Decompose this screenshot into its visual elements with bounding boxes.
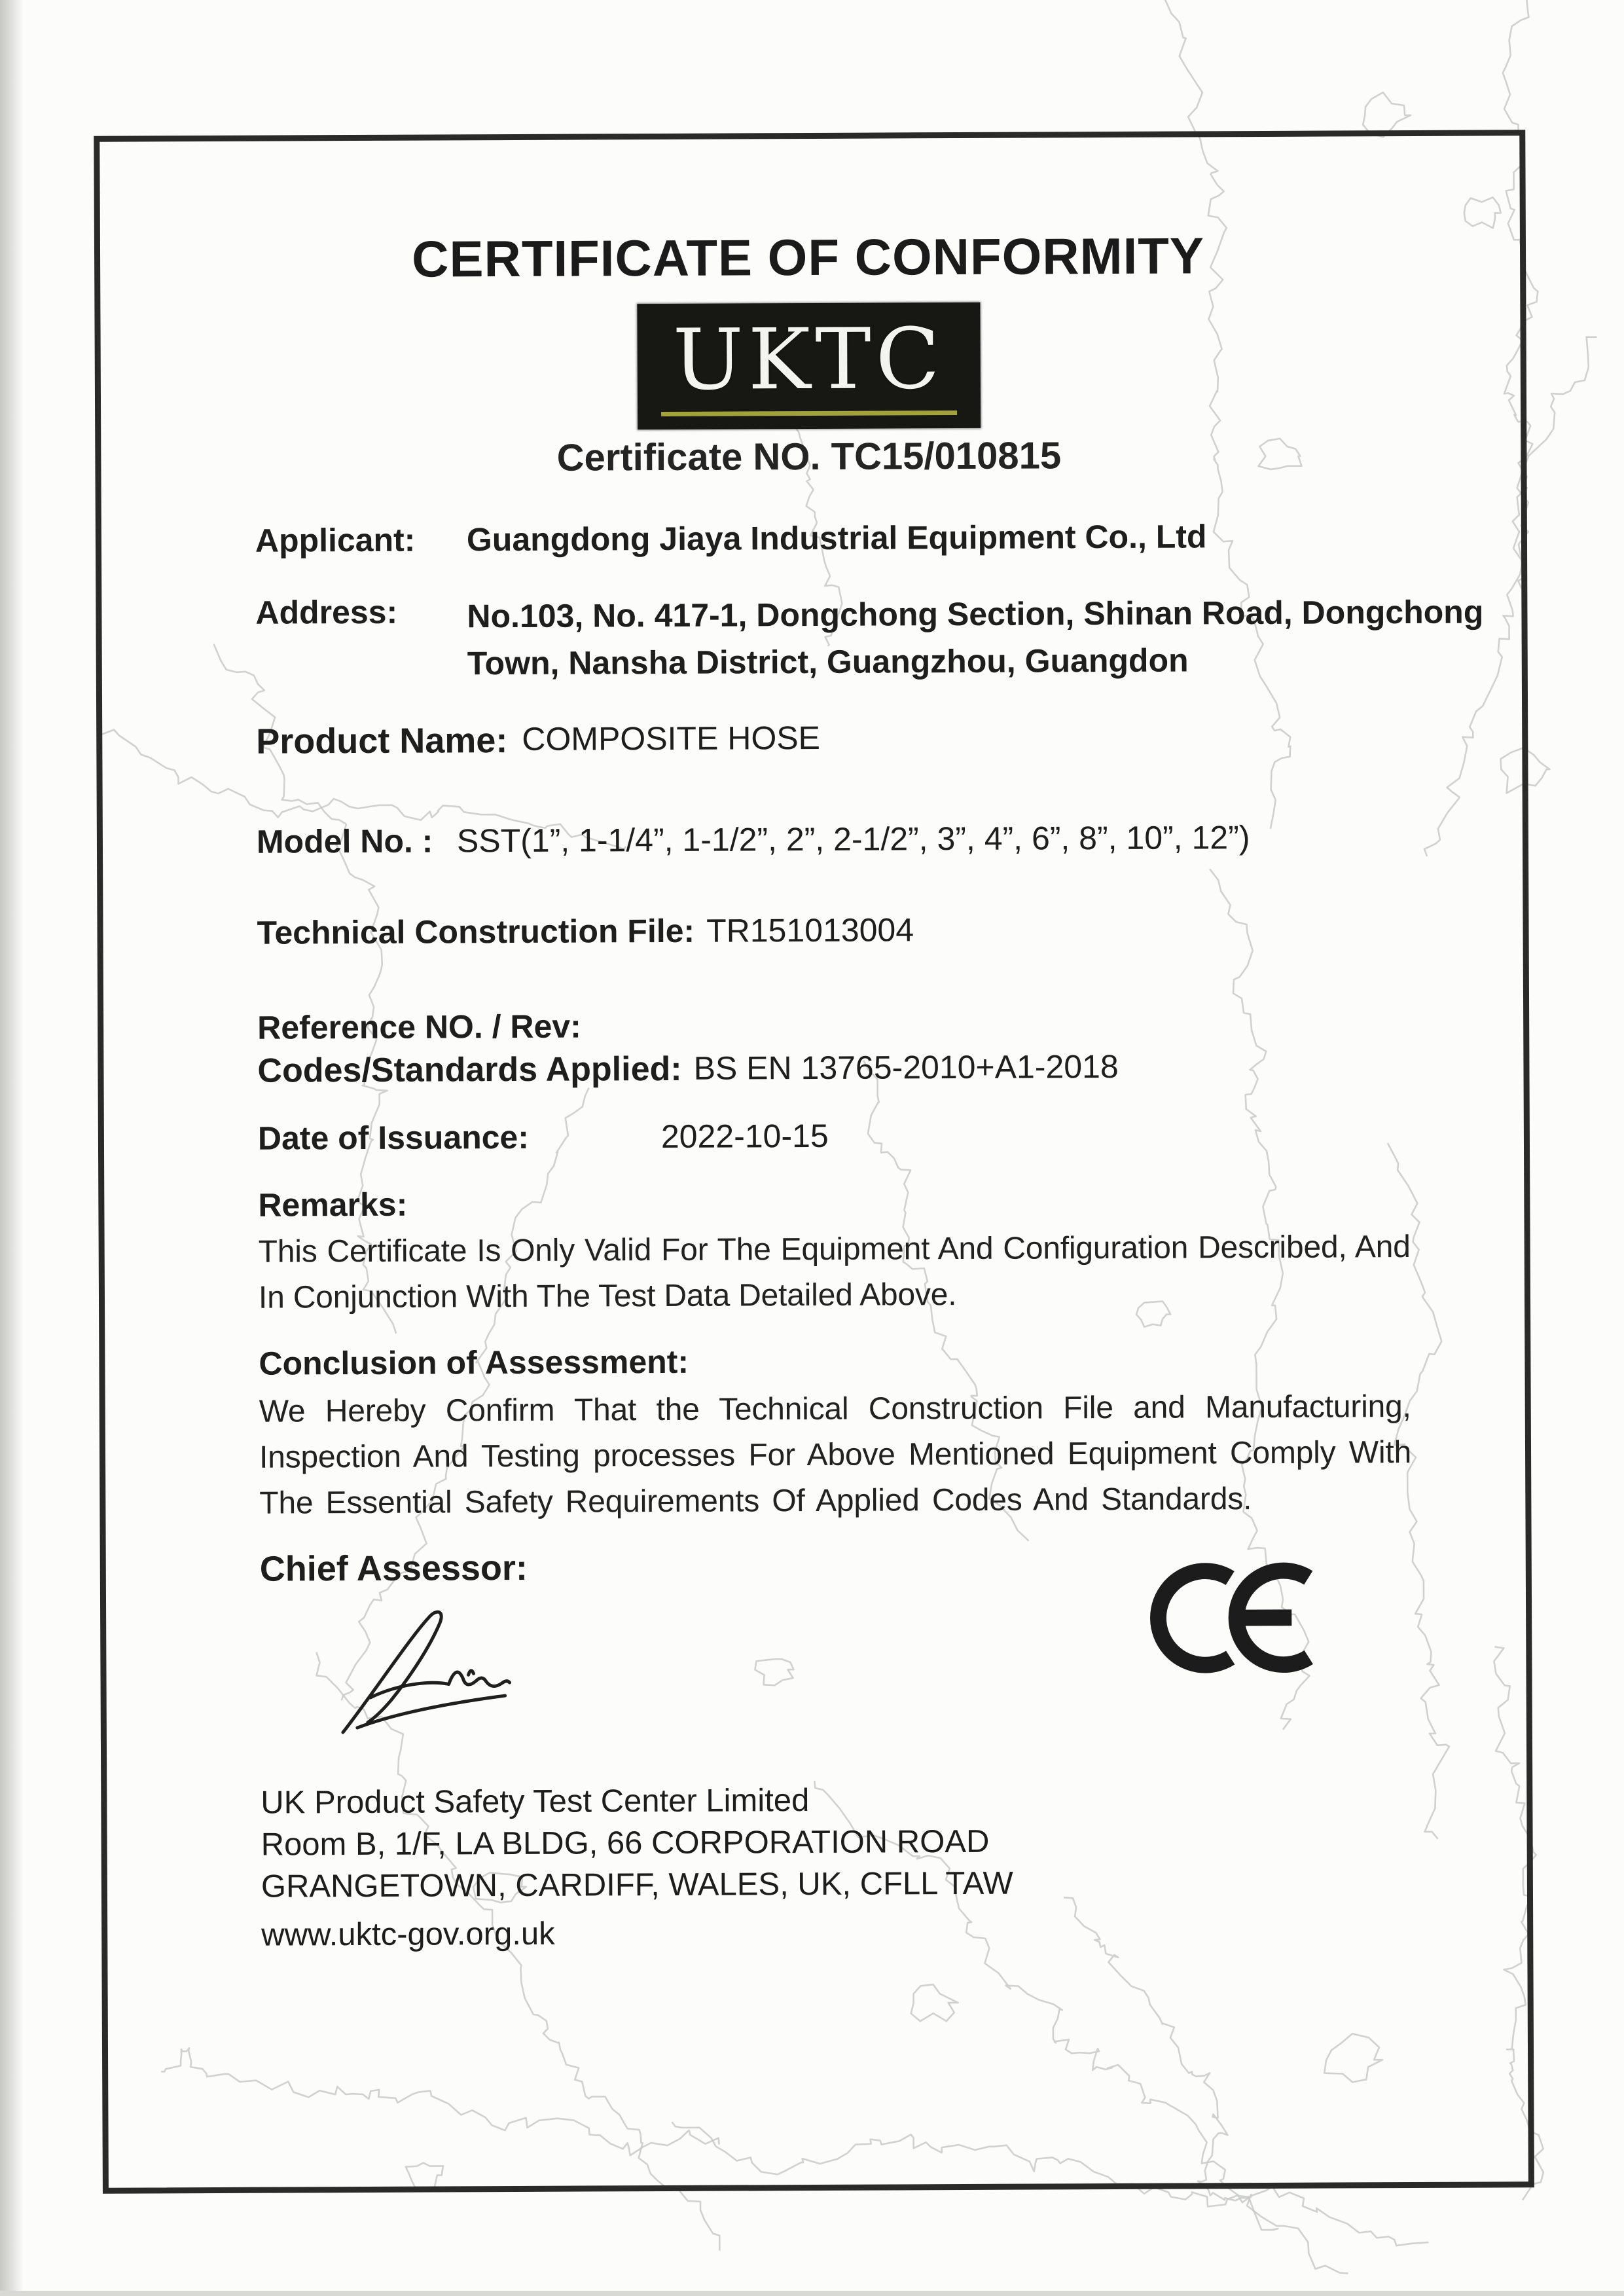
issuer-address-line2: GRANGETOWN, CARDIFF, WALES, UK, CFLL TAW — [261, 1865, 1013, 1904]
codes-standards-label: Codes/Standards Applied: — [257, 1049, 682, 1090]
date-of-issuance-row — [258, 1117, 829, 1157]
address-value — [467, 589, 1484, 687]
applicant-value: Guangdong Jiaya Industrial Equipment Co., Ltd — [466, 518, 1207, 558]
assessor-signature — [329, 1597, 546, 1742]
uktc-logo-underline — [661, 410, 957, 416]
applicant-row — [255, 517, 1207, 559]
conclusion-heading — [259, 1343, 689, 1383]
scanner-edge-left — [0, 0, 24, 2296]
ce-mark-icon — [1142, 1551, 1324, 1685]
applicant-label: Applicant: — [255, 521, 416, 559]
certificate-number: Certificate NO. TC15/010815 — [556, 434, 1062, 479]
certificate-title: CERTIFICATE OF CONFORMITY — [411, 227, 1205, 288]
conclusion-label: Conclusion of Assessment: — [259, 1343, 689, 1382]
uktc-logo — [637, 302, 981, 429]
issuer-address-line1: Room B, 1/F, LA BLDG, 66 CORPORATION ROAD — [261, 1823, 990, 1863]
product-name-label: Product Name: — [256, 721, 508, 761]
product-name-value: COMPOSITE HOSE — [522, 719, 821, 757]
issuer-footer — [261, 1779, 1013, 1956]
reference-no-rev-row — [257, 1008, 581, 1047]
chief-assessor-label: Chief Assessor: — [259, 1548, 528, 1589]
technical-construction-file-row — [257, 911, 914, 951]
model-no-value: SST(1”, 1-1/4”, 1-1/2”, 2”, 2-1/2”, 3”, 4”, 6”, 8”, 10”, 12”) — [456, 819, 1250, 860]
codes-standards-value: BS EN 13765-2010+A1-2018 — [693, 1048, 1119, 1087]
address-line2: Town, Nansha District, Guangzhou, Guangdon — [467, 642, 1189, 682]
remarks-heading — [258, 1186, 407, 1224]
model-no-label: Model No. : — [256, 822, 433, 860]
uktc-logo-text: UKTC — [672, 310, 945, 409]
address-line1: No.103, No. 417-1, Dongchong Section, Shinan Road, Dongchong — [467, 593, 1484, 635]
reference-no-rev-label: Reference NO. / Rev: — [257, 1008, 581, 1046]
issuer-name: UK Product Safety Test Center Limited — [261, 1783, 810, 1821]
address-label: Address: — [255, 593, 398, 631]
product-name-row — [256, 719, 820, 762]
codes-standards-row — [257, 1048, 1119, 1091]
model-no-row — [257, 818, 1250, 861]
technical-construction-file-label: Technical Construction File: — [257, 912, 695, 951]
remarks-text: This Certificate Is Only Valid For The Equipment And Configuration Described, And In Conjunction With The Test Data Detailed Above. — [258, 1230, 1411, 1315]
chief-assessor-heading — [260, 1548, 528, 1590]
issuer-website: www.uktc-gov.org.uk — [261, 1916, 555, 1953]
date-of-issuance-value: 2022-10-15 — [660, 1117, 829, 1156]
date-of-issuance-label: Date of Issuance: — [257, 1118, 530, 1157]
scanner-edge-bottom — [0, 2291, 1624, 2296]
remarks-label: Remarks: — [258, 1186, 408, 1224]
conclusion-text: We Hereby Confirm That the Technical Construction File and Manufacturing, Inspection And Testing processes For Above Mentioned Equipment Comply With The Essential Safety Requirements Of Applied Codes And Standards. — [259, 1389, 1412, 1521]
technical-construction-file-value: TR151013004 — [706, 911, 914, 949]
address-row — [255, 589, 1484, 688]
